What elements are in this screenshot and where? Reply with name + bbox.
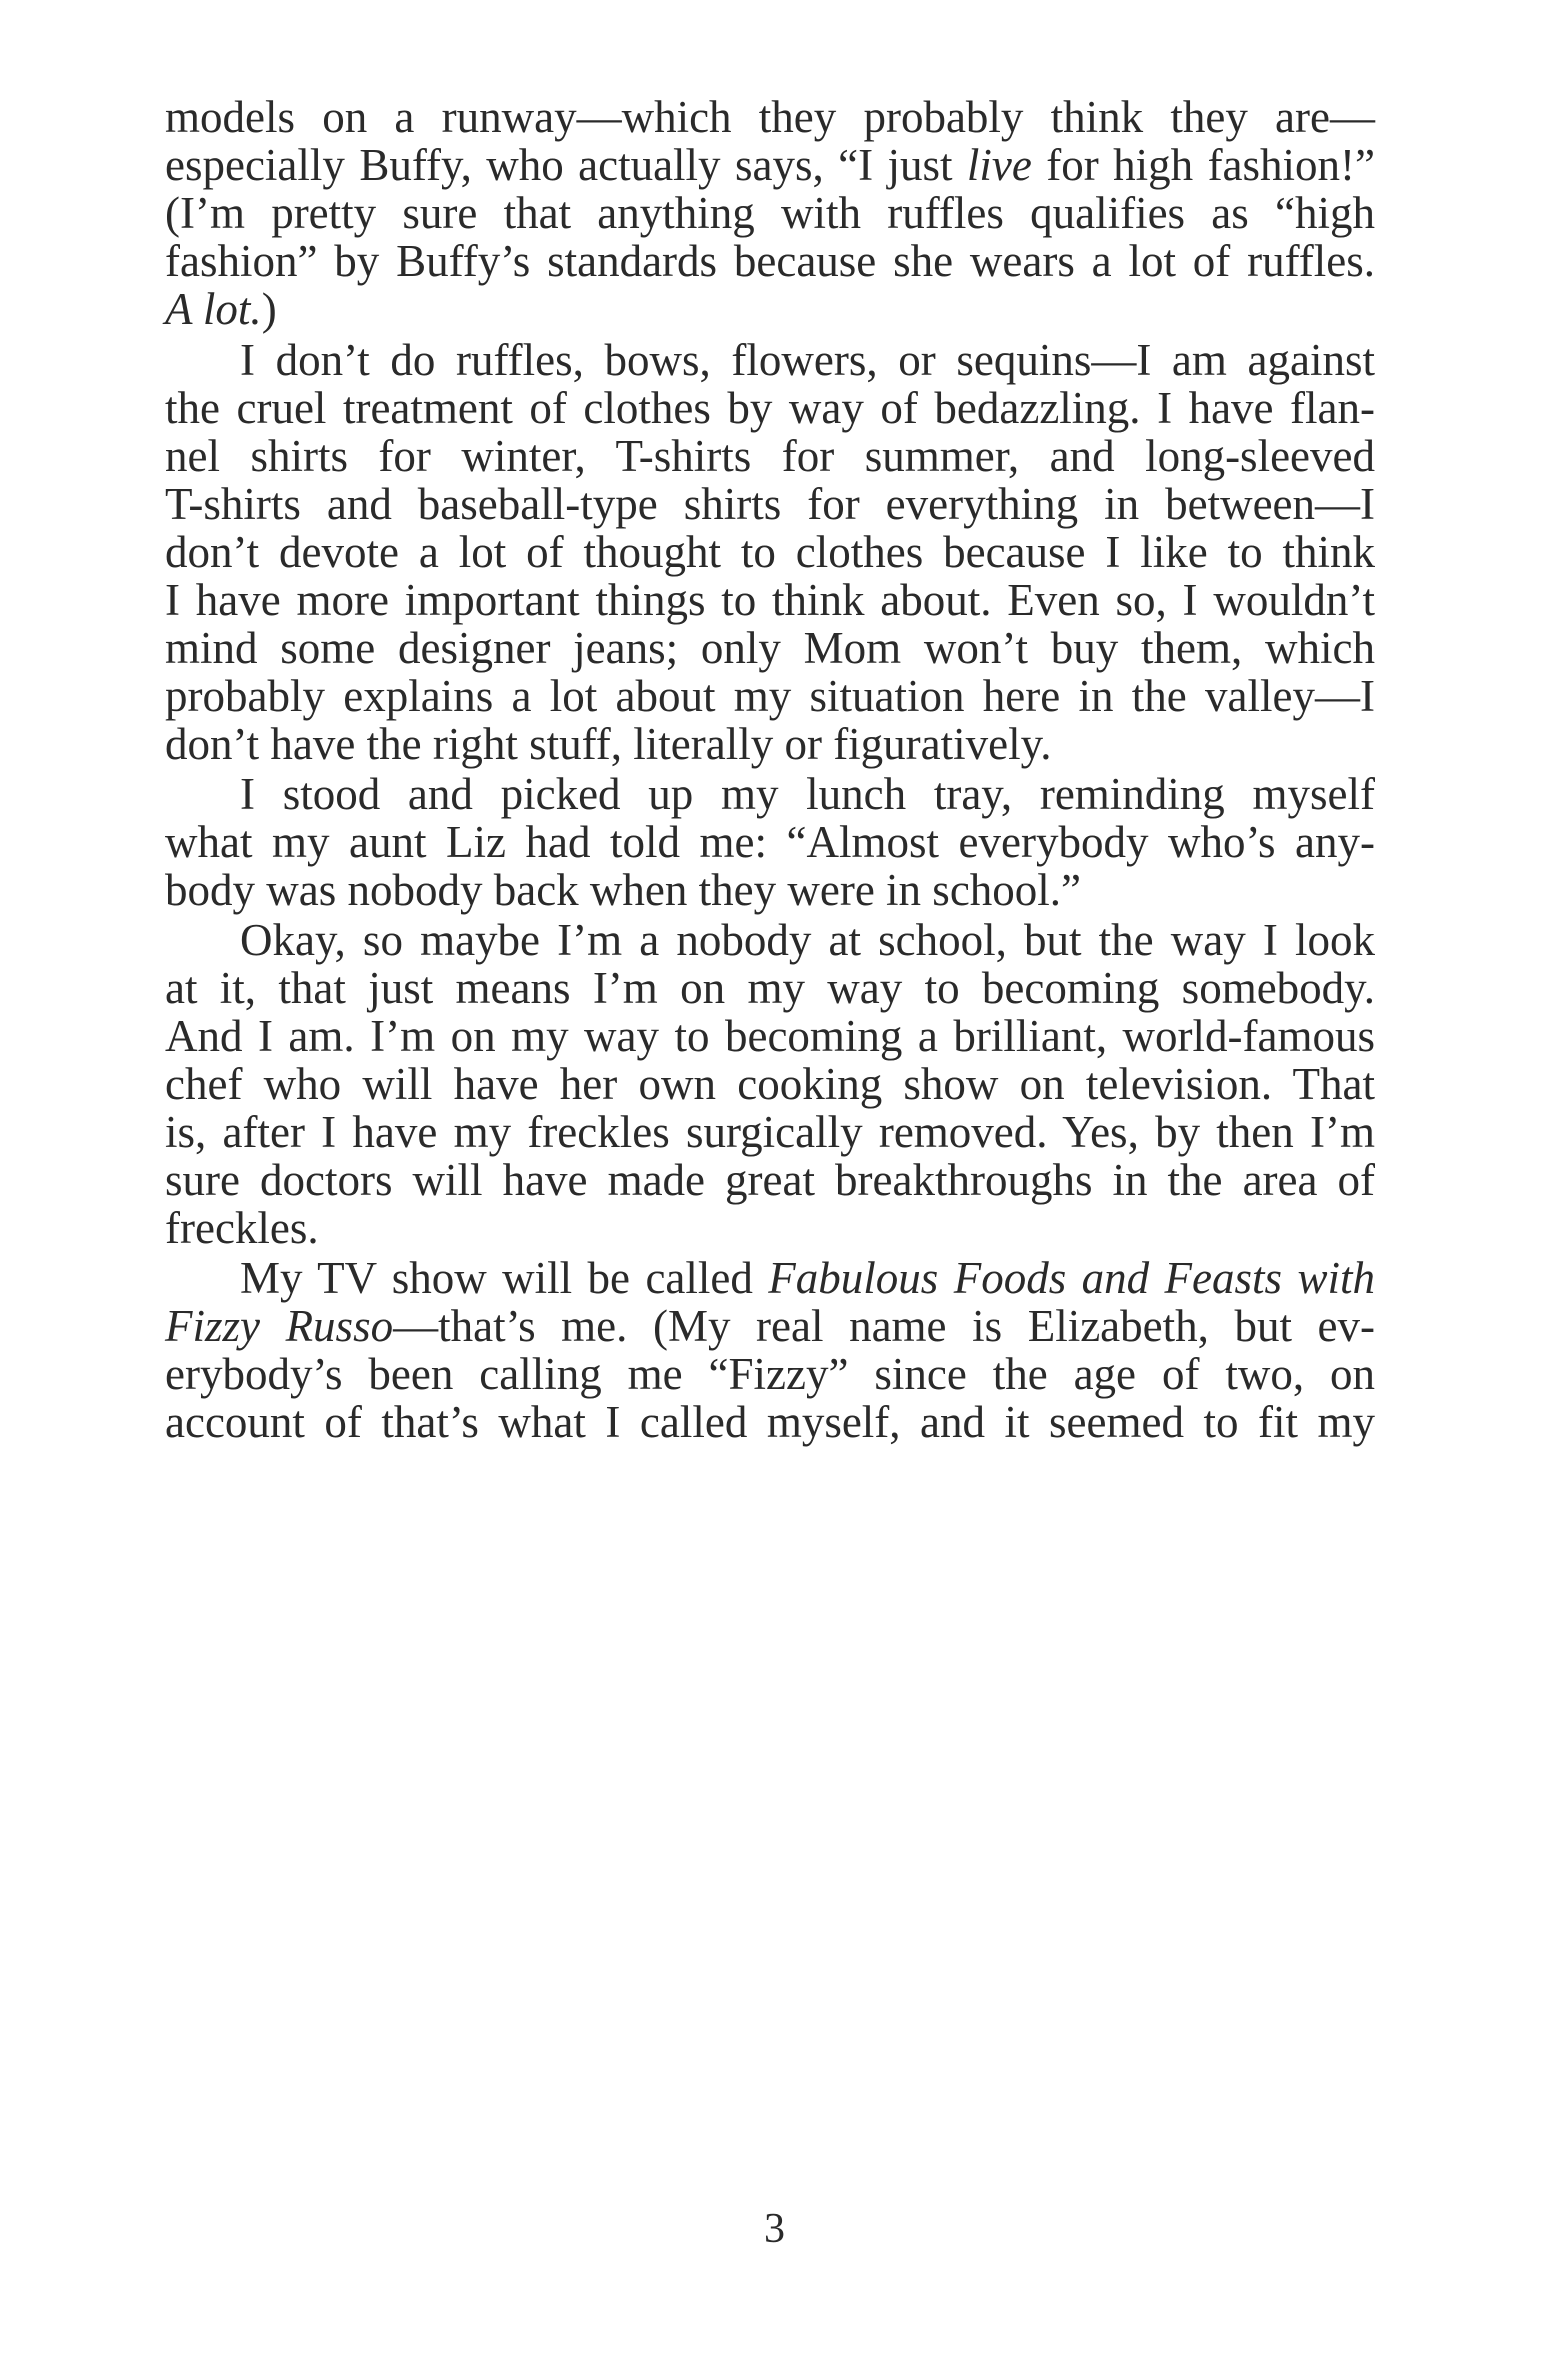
text-line: what my aunt Liz had told me: “Almost everybody who’s any-: [165, 817, 1375, 867]
text-line: at it, that just means I’m on my way to becoming somebody.: [165, 963, 1375, 1013]
text-line: [165, 140, 1376, 190]
text-line: [165, 284, 1375, 334]
text-line: I don’t do ruffles, bows, flowers, or sequins—I am against: [240, 335, 1375, 385]
text-line: models on a runway—which they probably think they are—: [165, 92, 1375, 142]
text-segment: My TV show will be called: [240, 1253, 769, 1303]
text-line: [240, 1253, 1375, 1303]
text-line: Okay, so maybe I’m a nobody at school, but the way I look: [240, 915, 1375, 965]
text-line: don’t devote a lot of thought to clothes because I like to think: [165, 527, 1375, 577]
text-line: probably explains a lot about my situation here in the valley—I: [165, 671, 1375, 721]
text-line: sure doctors will have made great breakthroughs in the area of: [165, 1155, 1375, 1205]
text-line: erybody’s been calling me “Fizzy” since the age of two, on: [165, 1349, 1375, 1399]
italic-text: A lot.: [165, 284, 262, 334]
text-line: account of that’s what I called myself, and it seemed to fit my: [165, 1397, 1375, 1447]
text-line: is, after I have my freckles surgically removed. Yes, by then I’m: [165, 1107, 1375, 1157]
text-line: the cruel treatment of clothes by way of bedazzling. I have flan-: [165, 383, 1375, 433]
text-line: [165, 1301, 1375, 1351]
text-line: (I’m pretty sure that anything with ruffles qualifies as “high: [165, 188, 1375, 238]
text-segment: for high fashion!”: [1031, 140, 1376, 190]
italic-text: live: [966, 140, 1032, 190]
text-line: fashion” by Buffy’s standards because she wears a lot of ruffles.: [165, 236, 1375, 286]
page-number: 3: [764, 2206, 785, 2252]
italic-text: Fabulous Foods and Feasts with: [768, 1253, 1375, 1303]
text-line: chef who will have her own cooking show on television. That: [165, 1059, 1375, 1109]
text-segment: especially Buffy, who actually says, “I just: [165, 140, 967, 190]
italic-text: Fizzy Russo: [165, 1301, 394, 1351]
text-line: And I am. I’m on my way to becoming a brilliant, world-famous: [165, 1011, 1375, 1061]
text-line: body was nobody back when they were in school.”: [165, 865, 1082, 915]
text-line: I have more important things to think about. Even so, I wouldn’t: [165, 575, 1375, 625]
text-line: don’t have the right stuff, literally or figuratively.: [165, 719, 1052, 769]
text-line: T-shirts and baseball-type shirts for everything in between—I: [165, 479, 1375, 529]
text-segment: —that’s me. (My real name is Elizabeth, but ev-: [393, 1301, 1375, 1351]
text-line: I stood and picked up my lunch tray, reminding myself: [240, 769, 1375, 819]
text-segment: ): [261, 284, 277, 334]
text-line: freckles.: [165, 1203, 319, 1253]
text-line: nel shirts for winter, T-shirts for summer, and long-sleeved: [165, 431, 1375, 481]
text-line: mind some designer jeans; only Mom won’t buy them, which: [165, 623, 1375, 673]
